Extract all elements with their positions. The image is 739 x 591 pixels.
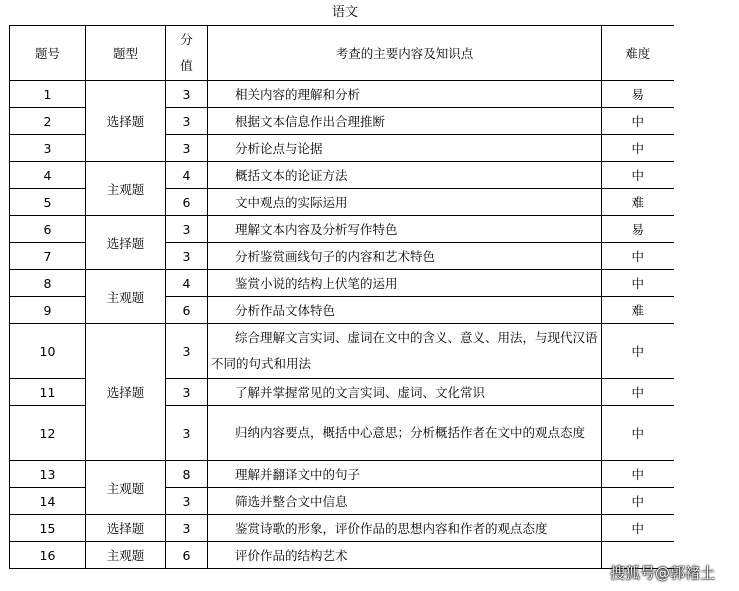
question-type: 主观题 (86, 162, 166, 216)
question-content: 评价作品的结构艺术 (208, 542, 602, 569)
table-row (10, 270, 674, 297)
table-title: 语文 (331, 5, 358, 20)
question-number: 1 (10, 81, 86, 108)
question-difficulty: 难 (602, 189, 674, 216)
question-score: 3 (166, 81, 208, 108)
question-content: 文中观点的实际运用 (208, 189, 602, 216)
question-score: 3 (166, 135, 208, 162)
question-score: 3 (166, 488, 208, 515)
question-difficulty: 中 (602, 162, 674, 189)
header-type: 题型 (86, 26, 166, 81)
header-row (10, 26, 674, 81)
question-difficulty: 中 (602, 379, 674, 406)
header-score-line2: 值 (180, 58, 193, 73)
question-score: 3 (166, 379, 208, 406)
header-number: 题号 (10, 26, 86, 81)
question-number: 2 (10, 108, 86, 135)
question-score: 3 (166, 108, 208, 135)
question-number: 13 (10, 461, 86, 488)
question-content: 归纳内容要点，概括中心意思；分析概括作者在文中的观点态度 (208, 406, 602, 461)
question-number: 9 (10, 297, 86, 324)
question-number: 8 (10, 270, 86, 297)
question-score: 3 (166, 406, 208, 461)
question-difficulty: 易 (602, 216, 674, 243)
question-content: 相关内容的理解和分析 (208, 81, 602, 108)
watermark: 搜狐号@郭褚土 (610, 564, 716, 582)
question-type: 主观题 (86, 542, 166, 569)
table-row (10, 216, 674, 243)
table-row (10, 515, 674, 542)
question-score: 6 (166, 542, 208, 569)
question-difficulty: 中 (602, 406, 674, 461)
question-number: 10 (10, 324, 86, 379)
question-content: 鉴赏小说的结构上伏笔的运用 (208, 270, 602, 297)
question-score: 3 (166, 515, 208, 542)
question-difficulty: 中 (602, 515, 674, 542)
question-content: 根据文本信息作出合理推断 (208, 108, 602, 135)
question-content: 分析鉴赏画线句子的内容和艺术特色 (208, 243, 602, 270)
question-number: 5 (10, 189, 86, 216)
question-difficulty: 易 (602, 81, 674, 108)
table-row (10, 162, 674, 189)
question-difficulty: 中 (602, 243, 674, 270)
question-difficulty: 中 (602, 461, 674, 488)
header-score-line1: 分 (180, 32, 193, 47)
question-number: 11 (10, 379, 86, 406)
question-content: 理解文本内容及分析写作特色 (208, 216, 602, 243)
question-score: 3 (166, 324, 208, 379)
question-type: 选择题 (86, 216, 166, 270)
question-type: 选择题 (86, 515, 166, 542)
question-type: 选择题 (86, 324, 166, 461)
header-content: 考查的主要内容及知识点 (208, 26, 602, 81)
table-row (10, 324, 674, 379)
question-number: 7 (10, 243, 86, 270)
question-score: 8 (166, 461, 208, 488)
question-content: 理解并翻译文中的句子 (208, 461, 602, 488)
question-difficulty: 中 (602, 108, 674, 135)
question-number: 12 (10, 406, 86, 461)
question-number: 14 (10, 488, 86, 515)
question-type: 主观题 (86, 461, 166, 515)
question-number: 4 (10, 162, 86, 189)
question-score: 6 (166, 297, 208, 324)
question-content: 概括文本的论证方法 (208, 162, 602, 189)
question-number: 15 (10, 515, 86, 542)
question-difficulty: 中 (602, 270, 674, 297)
question-number: 3 (10, 135, 86, 162)
question-score: 6 (166, 189, 208, 216)
question-difficulty: 中 (602, 488, 674, 515)
question-content: 综合理解文言实词、虚词在文中的含义、意义、用法，与现代汉语不同的句式和用法 (208, 324, 602, 379)
table-row (10, 542, 674, 569)
question-type: 选择题 (86, 81, 166, 162)
exam-analysis-table (9, 25, 674, 569)
question-content: 了解并掌握常见的文言实词、虚词、文化常识 (208, 379, 602, 406)
question-number: 6 (10, 216, 86, 243)
table-row (10, 81, 674, 108)
question-score: 3 (166, 243, 208, 270)
question-difficulty: 中 (602, 324, 674, 379)
question-difficulty: 难 (602, 297, 674, 324)
question-score: 4 (166, 270, 208, 297)
question-content: 鉴赏诗歌的形象，评价作品的思想内容和作者的观点态度 (208, 515, 602, 542)
question-difficulty: 中 (602, 135, 674, 162)
header-difficulty: 难度 (602, 26, 674, 81)
question-content: 筛选并整合文中信息 (208, 488, 602, 515)
question-number: 16 (10, 542, 86, 569)
question-type: 主观题 (86, 270, 166, 324)
question-score: 3 (166, 216, 208, 243)
question-score: 4 (166, 162, 208, 189)
question-content: 分析作品文体特色 (208, 297, 602, 324)
table-row (10, 461, 674, 488)
question-content: 分析论点与论据 (208, 135, 602, 162)
header-score (166, 26, 208, 81)
